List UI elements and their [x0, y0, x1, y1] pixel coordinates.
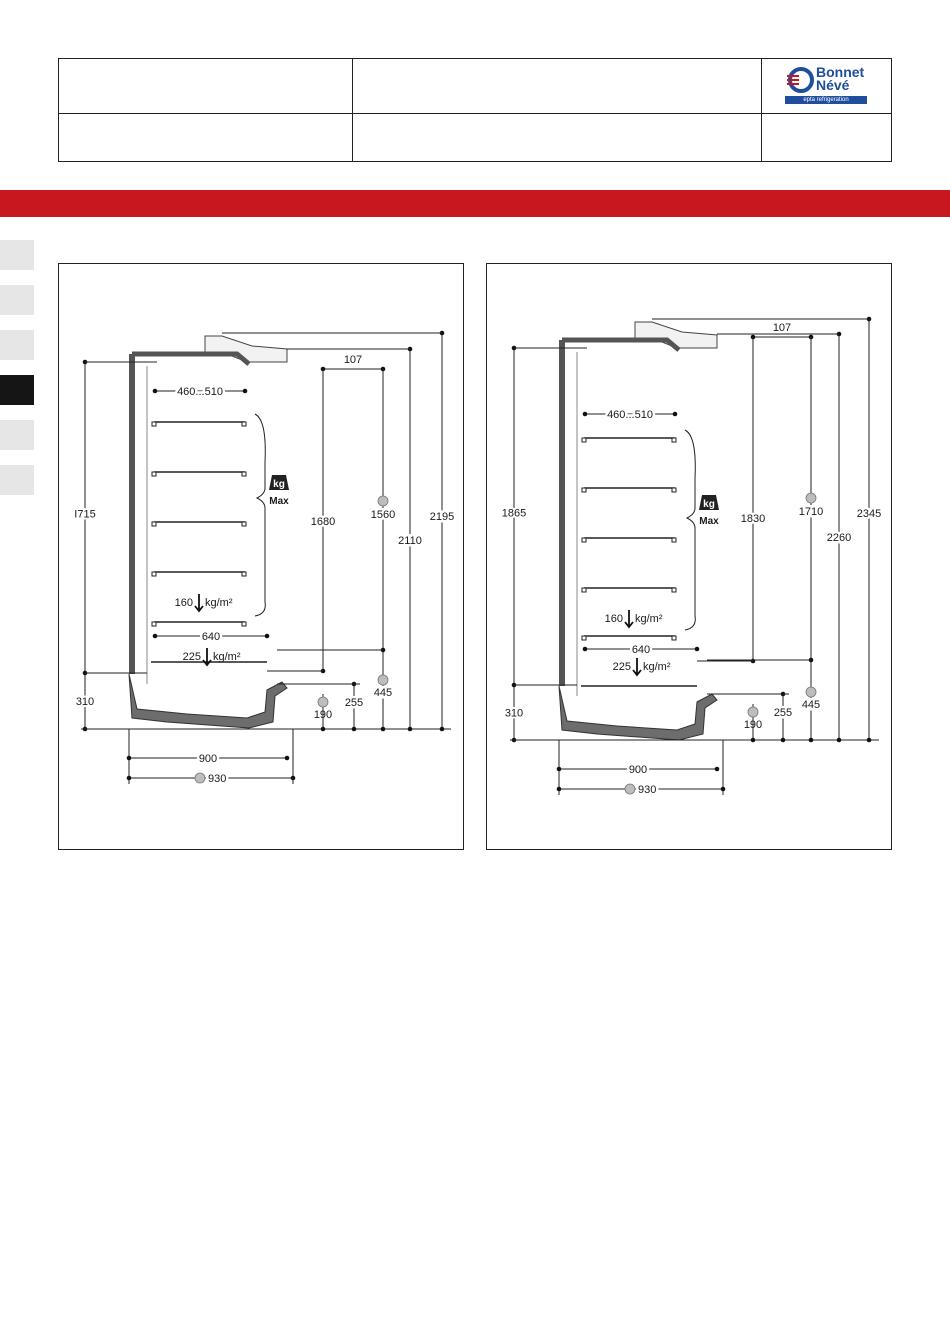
dimension-label: 107 — [343, 354, 363, 366]
left-panel — [58, 263, 464, 850]
side-tab[interactable] — [0, 465, 34, 495]
shelf-bracket — [152, 622, 156, 626]
shelf-bracket — [582, 438, 586, 442]
reference-circle-icon — [378, 675, 388, 685]
dimension-dot — [265, 634, 270, 639]
shelf-bracket — [152, 572, 156, 576]
dimension-label: 1560 — [370, 509, 396, 521]
dimension-dot — [721, 787, 726, 792]
shelf-load-unit: kg/m² — [635, 613, 663, 625]
dimension-dot — [583, 412, 588, 417]
reference-circle-icon — [195, 773, 205, 783]
load-arrow-icon — [203, 648, 211, 665]
base-load-label: 225 — [182, 651, 201, 663]
header-cell-6 — [762, 114, 893, 163]
dimension-label: 310 — [75, 696, 95, 708]
dimension-dot — [127, 776, 132, 781]
side-tab[interactable] — [0, 330, 34, 360]
shelf-bracket — [672, 636, 676, 640]
dimension-label: 1830 — [740, 513, 766, 525]
dimension-dot — [695, 647, 700, 652]
reference-circle-icon — [748, 707, 758, 717]
dimension-label: 190 — [313, 709, 333, 721]
max-load-label: Max — [699, 516, 719, 527]
shelf-bracket — [582, 538, 586, 542]
reference-circle-icon — [378, 496, 388, 506]
dimension-dot — [781, 738, 786, 743]
shelf-bracket — [672, 488, 676, 492]
dimension-label: 310 — [504, 707, 524, 720]
shelf-bracket — [152, 472, 156, 476]
canopy — [635, 322, 717, 348]
dimension-dot — [715, 767, 720, 772]
side-tab[interactable] — [0, 420, 34, 450]
logo-line-1: Bonnet — [816, 64, 865, 80]
dimension-dot — [352, 727, 357, 732]
dimension-label: 930 — [208, 773, 227, 785]
dimension-dot — [673, 412, 678, 417]
dimension-label: 2345 — [856, 508, 882, 520]
side-tab[interactable] — [0, 240, 34, 270]
dimension-label: 190 — [743, 719, 763, 731]
load-brace — [255, 414, 265, 616]
shelf-bracket — [152, 422, 156, 426]
header-cell-2 — [353, 59, 761, 113]
dimension-dot — [153, 389, 158, 394]
dimension-dot — [837, 738, 842, 743]
dimension-label: 1865 — [501, 507, 527, 520]
shelf-bracket — [582, 588, 586, 592]
dimension-label: 255 — [344, 697, 364, 709]
dimension-dot — [127, 756, 132, 761]
dimension-dot — [285, 756, 290, 761]
section-band — [0, 190, 950, 217]
dimension-dot — [809, 738, 814, 743]
shelf-bracket — [242, 572, 246, 576]
dimension-dot — [408, 727, 413, 732]
header-cell-4 — [59, 114, 352, 163]
cabinet-base — [559, 686, 717, 740]
dimension-dot — [583, 647, 588, 652]
cabinet-diagram — [59, 264, 465, 851]
dimension-label: 640 — [631, 644, 651, 656]
dimension-label: 900 — [198, 753, 218, 765]
shelf-bracket — [582, 488, 586, 492]
shelf-bracket — [152, 522, 156, 526]
shelf-load-label: 160 — [604, 613, 623, 625]
load-arrow-icon — [633, 658, 641, 675]
shelf-bracket — [242, 472, 246, 476]
dimension-label: 460...510 — [607, 409, 653, 421]
dimension-dot — [440, 727, 445, 732]
dimension-dot — [153, 634, 158, 639]
logo-tagline: epta refrigeration — [785, 96, 867, 104]
base-load-label: 225 — [612, 661, 631, 673]
header-cell-5 — [353, 114, 761, 163]
shelf-bracket — [672, 438, 676, 442]
right-panel — [486, 263, 892, 850]
dimension-dot — [557, 787, 562, 792]
dimension-dot — [321, 727, 326, 732]
weight-icon-label: kg — [703, 499, 715, 510]
shelf-bracket — [582, 636, 586, 640]
dimension-dot — [867, 738, 872, 743]
dimension-label: 900 — [628, 764, 648, 776]
max-load-label: Max — [269, 496, 289, 507]
dimension-label: 2260 — [826, 532, 852, 544]
dimension-label: 2195 — [429, 511, 455, 523]
reference-circle-icon — [806, 493, 816, 503]
dimension-label: 107 — [772, 322, 792, 334]
side-tab[interactable] — [0, 285, 34, 315]
dimension-label: 640 — [201, 631, 221, 643]
dimension-label: 445 — [373, 687, 393, 699]
header-cell-1 — [59, 59, 352, 113]
dimension-dot — [243, 389, 248, 394]
shelf-bracket — [242, 622, 246, 626]
reference-circle-icon — [806, 687, 816, 697]
dimension-label: 445 — [801, 699, 821, 711]
dimension-dot — [751, 738, 756, 743]
side-tab[interactable] — [0, 375, 34, 405]
reference-circle-icon — [625, 784, 635, 794]
dimension-label: 460...510 — [177, 386, 223, 398]
dimension-label: 1680 — [310, 516, 336, 528]
dimension-label: I715 — [74, 508, 96, 521]
shelf-bracket — [242, 422, 246, 426]
dimension-label: 930 — [638, 784, 657, 796]
weight-icon-label: kg — [273, 479, 285, 490]
shelf-load-label: 160 — [174, 597, 193, 609]
dimension-label: 1710 — [798, 506, 824, 518]
load-arrow-icon — [195, 594, 203, 611]
reference-circle-icon — [318, 697, 328, 707]
dimension-dot — [291, 776, 296, 781]
load-arrow-icon — [625, 610, 633, 627]
load-brace — [685, 430, 695, 630]
dimension-dot — [557, 767, 562, 772]
shelf-bracket — [242, 522, 246, 526]
logo-line-2: Névé — [816, 77, 850, 93]
base-load-unit: kg/m² — [643, 661, 671, 673]
shelf-bracket — [672, 538, 676, 542]
canopy — [205, 336, 287, 362]
cabinet-base — [129, 674, 287, 728]
base-load-unit: kg/m² — [213, 651, 241, 663]
cabinet-diagram — [487, 264, 893, 851]
dimension-dot — [381, 727, 386, 732]
dimension-label: 2110 — [398, 535, 422, 547]
logo — [816, 66, 864, 92]
header-table — [58, 58, 892, 162]
shelf-bracket — [672, 588, 676, 592]
dimension-label: 255 — [773, 707, 793, 719]
shelf-load-unit: kg/m² — [205, 597, 233, 609]
